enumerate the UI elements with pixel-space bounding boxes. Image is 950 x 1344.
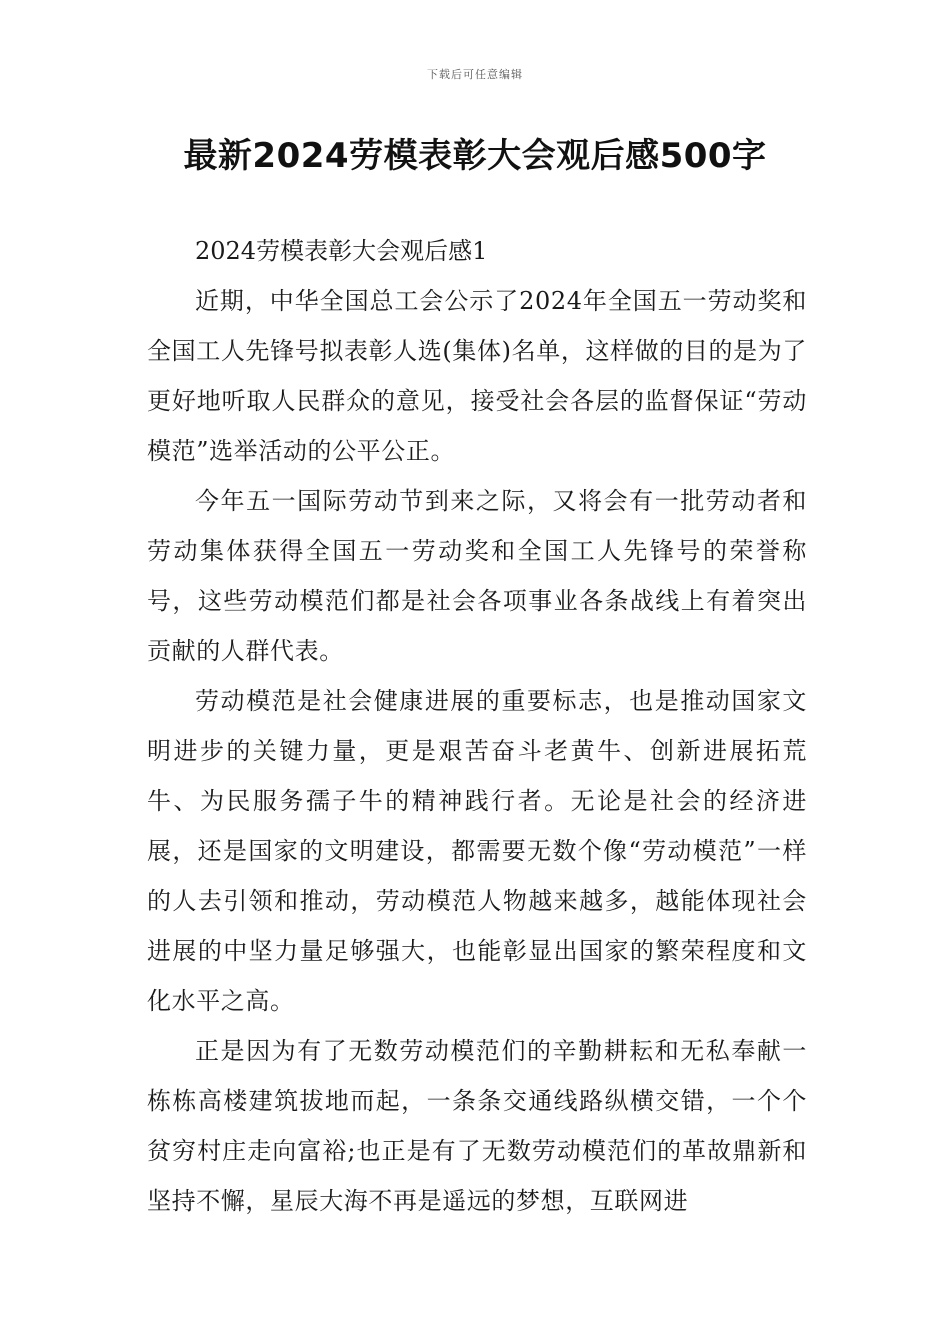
paragraph-1: 近期，中华全国总工会公示了2024年全国五一劳动奖和全国工人先锋号拟表彰人选(集体)名单，这样做的目的是为了更好地听取人民群众的意见，接受社会各层的监督保证“劳动模范”选举活动的公平公正。	[147, 287, 807, 465]
paragraph-4: 正是因为有了无数劳动模范们的辛勤耕耘和无私奉献一栋栋高楼建筑拔地而起，一条条交通线路纵横交错，一个个贫穷村庄走向富裕;也正是有了无数劳动模范们的革故鼎新和坚持不懈，星辰大海不再是遥远的梦想，互联网进	[147, 1037, 807, 1215]
document-body	[147, 226, 807, 1226]
header-note: 下载后可任意编辑	[427, 68, 523, 81]
document-title: 最新2024劳模表彰大会观后感500字	[183, 136, 767, 176]
paragraph-3: 劳动模范是社会健康进展的重要标志，也是推动国家文明进步的关键力量，更是艰苦奋斗老黄牛、创新进展拓荒牛、为民服务孺子牛的精神践行者。无论是社会的经济进展，还是国家的文明建设，都需要无数个像“劳动模范”一样的人去引领和推动，劳动模范人物越来越多，越能体现社会进展的中坚力量足够强大，也能彰显出国家的繁荣程度和文化水平之高。	[147, 687, 807, 1015]
section-title: 2024劳模表彰大会观后感1	[195, 237, 488, 265]
paragraph-2: 今年五一国际劳动节到来之际，又将会有一批劳动者和劳动集体获得全国五一劳动奖和全国工人先锋号的荣誉称号，这些劳动模范们都是社会各项事业各条战线上有着突出贡献的人群代表。	[147, 487, 807, 665]
